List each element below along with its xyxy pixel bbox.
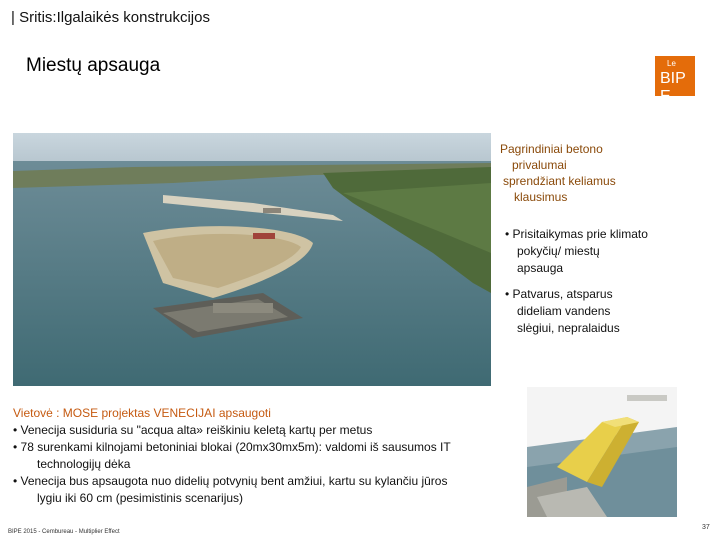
description-line: lygiu iki 60 cm (pesimistinis scenarijus) bbox=[37, 491, 244, 505]
advantages-title-line: privalumai bbox=[512, 158, 567, 172]
advantages-title-line: Pagrindiniai betono bbox=[500, 142, 603, 156]
page-number: 37 bbox=[702, 524, 710, 531]
advantage-bullet bbox=[505, 286, 695, 337]
footer-text: BIPE 2015 - Cembureau - Multiplier Effect bbox=[8, 529, 120, 535]
advantages-title bbox=[500, 141, 700, 205]
description-line: • 78 surenkami kilnojami betoniniai blokai (20mx30mx5m): valdomi iš sausumos IT bbox=[13, 440, 451, 454]
bullet-text: dideliam vandens bbox=[517, 304, 611, 318]
description-line: technologijų dėka bbox=[37, 457, 131, 471]
barrier-render-image bbox=[527, 387, 677, 517]
bullet-text: apsauga bbox=[517, 261, 564, 275]
project-description bbox=[13, 405, 513, 507]
advantages-title-line: klausimus bbox=[514, 190, 568, 204]
bipe-logo bbox=[655, 56, 695, 105]
logo-small-text: Le bbox=[667, 59, 676, 68]
location-line: Vietovė : MOSE projektas VENECIJAI apsaugoti bbox=[13, 406, 271, 420]
slide-title: Miestų apsauga bbox=[26, 55, 161, 76]
section-header: | Sritis:Ilgalaikės konstrukcijos bbox=[11, 9, 210, 26]
advantage-bullet bbox=[505, 226, 695, 277]
bullet-text: pokyčių/ miestų bbox=[517, 244, 600, 258]
bullet-text: • Patvarus, atsparus bbox=[505, 287, 613, 301]
description-line: • Venecija bus apsaugota nuo didelių potvynių bent amžiui, kartu su kylančiu jūros bbox=[13, 474, 448, 488]
logo-text: BIP E bbox=[660, 70, 686, 105]
description-line: • Venecija susiduria su "acqua alta» reiškiniu keletą kartų per metus bbox=[13, 423, 373, 437]
bullet-text: slėgiui, nepralaidus bbox=[517, 321, 620, 335]
bullet-text: • Prisitaikymas prie klimato bbox=[505, 227, 648, 241]
aerial-photo-mose bbox=[13, 133, 491, 386]
advantages-title-line: sprendžiant keliamus bbox=[503, 174, 616, 188]
